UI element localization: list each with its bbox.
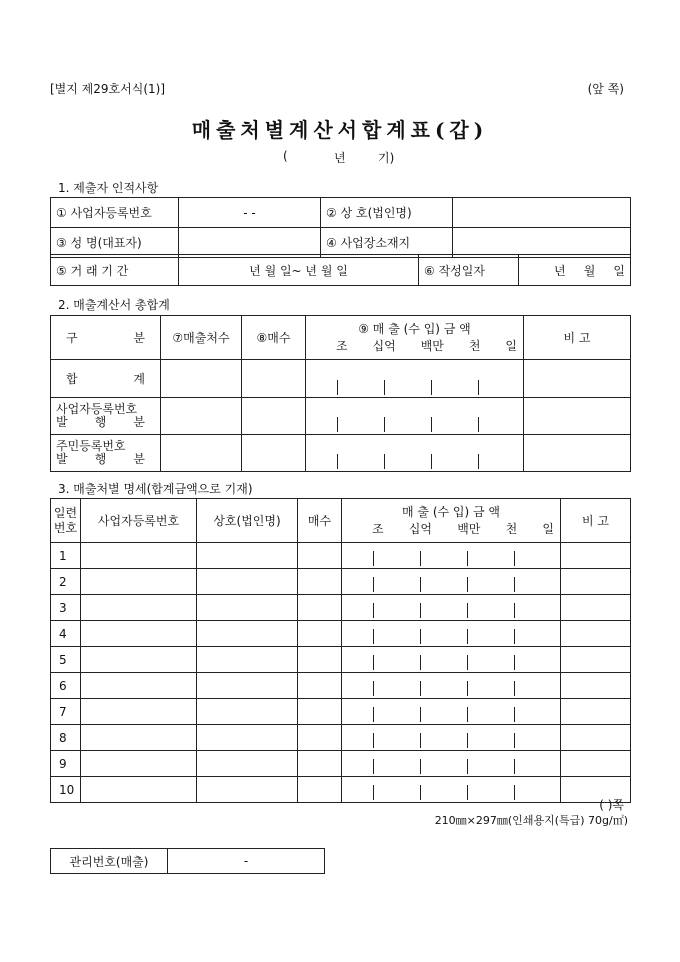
- unit-label: 백만: [420, 339, 444, 353]
- digit-separator: [384, 417, 385, 432]
- amount-header-label: 매 출 (수 입) 금 액: [402, 505, 500, 519]
- digit-separator: [431, 454, 432, 469]
- serial-cell: 9: [51, 751, 81, 777]
- issued-2: 행: [94, 452, 107, 466]
- digit-separator: [420, 603, 421, 618]
- biz-no-cell[interactable]: [81, 647, 197, 673]
- serial-cell: 2: [51, 569, 81, 595]
- digit-separator: [420, 733, 421, 748]
- client-count-cell[interactable]: [161, 435, 242, 472]
- digit-separator: [420, 655, 421, 670]
- form-number: [별지 제29호서식(1)]: [50, 82, 165, 96]
- note-cell[interactable]: [561, 647, 631, 673]
- biz-no-cell[interactable]: [81, 751, 197, 777]
- period-field[interactable]: 년 월 일~ 년 월 일: [179, 255, 419, 286]
- company-cell[interactable]: [197, 699, 298, 725]
- sheets-cell[interactable]: [298, 725, 342, 751]
- company-cell[interactable]: [197, 725, 298, 751]
- digit-separator: [337, 380, 338, 395]
- name-field[interactable]: [179, 228, 321, 258]
- total-table: [50, 315, 631, 472]
- resident-issued-label: 주민등록번호: [56, 439, 126, 453]
- table-row: [51, 673, 631, 699]
- total-label-2: 계: [133, 372, 145, 386]
- sheets-cell[interactable]: [242, 360, 306, 398]
- amount-cell[interactable]: [306, 398, 524, 435]
- company-cell[interactable]: [197, 543, 298, 569]
- section1-heading: 1. 제출자 인적사항: [58, 181, 159, 195]
- biz-no-cell[interactable]: [81, 777, 197, 803]
- amount-cell[interactable]: [342, 777, 561, 803]
- digit-separator: [514, 577, 515, 592]
- sheets-cell[interactable]: [298, 621, 342, 647]
- sheets-cell[interactable]: [298, 647, 342, 673]
- amount-cell[interactable]: [342, 543, 561, 569]
- unit-label: 일: [505, 339, 517, 353]
- amount-cell[interactable]: [342, 621, 561, 647]
- note-cell[interactable]: [561, 595, 631, 621]
- note-cell[interactable]: [561, 543, 631, 569]
- digit-separator: [514, 759, 515, 774]
- digit-separator: [467, 655, 468, 670]
- issued-3: 분: [133, 415, 145, 429]
- sheets-header: ⑧매수: [242, 316, 306, 360]
- digit-separator: [373, 603, 374, 618]
- amount-cell[interactable]: [342, 647, 561, 673]
- digit-separator: [373, 681, 374, 696]
- issued-3: 분: [133, 452, 145, 466]
- table-row: [51, 543, 631, 569]
- company-cell[interactable]: [197, 569, 298, 595]
- digit-separator: [420, 759, 421, 774]
- digit-separator: [514, 707, 515, 722]
- company-cell[interactable]: [197, 751, 298, 777]
- section3-heading: 3. 매출처별 명세(합계금액으로 기재): [58, 482, 253, 496]
- note-cell[interactable]: [524, 398, 631, 435]
- submitter-table: [50, 197, 631, 258]
- amount-cell[interactable]: [306, 435, 524, 472]
- digit-separator: [467, 785, 468, 800]
- digit-separator: [420, 629, 421, 644]
- digit-separator: [373, 785, 374, 800]
- period-table: [50, 254, 631, 286]
- digit-separator: [514, 629, 515, 644]
- company-header: 상호(법인명): [197, 499, 298, 543]
- note-cell[interactable]: [561, 621, 631, 647]
- management-table: [50, 848, 325, 874]
- date-year: 년: [554, 263, 566, 278]
- biz-no-cell[interactable]: [81, 569, 197, 595]
- period-label: ⑤ 거 래 기 간: [51, 255, 179, 286]
- unit-label: 조: [336, 339, 348, 353]
- amount-header: [342, 499, 561, 543]
- amount-cell[interactable]: [342, 595, 561, 621]
- digit-separator: [384, 380, 385, 395]
- digit-separator: [420, 785, 421, 800]
- section2-heading: 2. 매출계산서 총합계: [58, 298, 170, 312]
- serial-cell: 4: [51, 621, 81, 647]
- digit-separator: [373, 759, 374, 774]
- page-title: 매출처별계산서합계표(갑): [191, 118, 489, 142]
- digit-separator: [478, 454, 479, 469]
- page-count: ( )쪽: [599, 798, 624, 812]
- name-label: ③ 성 명(대표자): [51, 228, 179, 258]
- digit-separator: [514, 551, 515, 566]
- note-header: 비 고: [524, 316, 631, 360]
- digit-separator: [373, 733, 374, 748]
- biz-issued-label: 사업자등록번호: [56, 402, 138, 416]
- serial-cell: 10: [51, 777, 81, 803]
- amount-cell[interactable]: [342, 673, 561, 699]
- biz-no-cell[interactable]: [81, 621, 197, 647]
- digit-separator: [337, 417, 338, 432]
- resident-issued-row: [51, 435, 631, 472]
- biz-no-cell[interactable]: [81, 725, 197, 751]
- digit-separator: [478, 380, 479, 395]
- digit-separator: [514, 785, 515, 800]
- digit-separator: [467, 733, 468, 748]
- digit-separator: [514, 733, 515, 748]
- management-field[interactable]: -: [168, 849, 325, 874]
- serial-cell: 5: [51, 647, 81, 673]
- biz-no-cell[interactable]: [81, 699, 197, 725]
- amount-cell[interactable]: [306, 360, 524, 398]
- sheets-cell[interactable]: [298, 673, 342, 699]
- biz-issued-row: [51, 398, 631, 435]
- note-cell[interactable]: [561, 725, 631, 751]
- amount-cell[interactable]: [342, 569, 561, 595]
- client-count-cell[interactable]: [161, 398, 242, 435]
- amount-header: [306, 316, 524, 360]
- table-row: [51, 699, 631, 725]
- biz-no-cell[interactable]: [81, 673, 197, 699]
- date-month: 월: [583, 263, 596, 278]
- amount-header-label: ⑨ 매 출 (수 입) 금 액: [358, 322, 471, 336]
- serial-cell: 3: [51, 595, 81, 621]
- date-label: ⑥ 작성일자: [419, 255, 519, 286]
- digit-separator: [431, 380, 432, 395]
- period-year: 년: [334, 151, 346, 165]
- digit-separator: [420, 577, 421, 592]
- serial-cell: 8: [51, 725, 81, 751]
- sheets-cell[interactable]: [242, 398, 306, 435]
- digit-separator: [478, 417, 479, 432]
- company-cell[interactable]: [197, 595, 298, 621]
- note-cell[interactable]: [561, 751, 631, 777]
- note-header: 비 고: [561, 499, 631, 543]
- digit-separator: [467, 603, 468, 618]
- address-field[interactable]: [453, 228, 631, 258]
- digit-separator: [337, 454, 338, 469]
- unit-label: 백만: [457, 522, 481, 536]
- sheets-cell[interactable]: [242, 435, 306, 472]
- digit-separator: [373, 655, 374, 670]
- issued-2: 행: [94, 415, 107, 429]
- digit-separator: [420, 551, 421, 566]
- digit-separator: [420, 707, 421, 722]
- paper-spec: 210㎜×297㎜(인쇄용지(특급) 70g/㎡): [434, 814, 628, 827]
- digit-separator: [373, 551, 374, 566]
- company-cell[interactable]: [197, 621, 298, 647]
- table-row: [51, 725, 631, 751]
- sheets-cell[interactable]: [298, 777, 342, 803]
- digit-separator: [467, 707, 468, 722]
- digit-separator: [467, 577, 468, 592]
- unit-label: 십억: [408, 522, 432, 536]
- table-row: [51, 751, 631, 777]
- biz-no-cell[interactable]: [81, 595, 197, 621]
- serial-cell: 6: [51, 673, 81, 699]
- company-cell[interactable]: [197, 777, 298, 803]
- digit-separator: [373, 577, 374, 592]
- unit-label: 조: [372, 522, 384, 536]
- digit-separator: [467, 629, 468, 644]
- serial-cell: 1: [51, 543, 81, 569]
- digit-separator: [467, 551, 468, 566]
- biz-no-cell[interactable]: [81, 543, 197, 569]
- amount-cell[interactable]: [342, 725, 561, 751]
- amount-cell[interactable]: [342, 699, 561, 725]
- sheets-header: 매수: [298, 499, 342, 543]
- sheets-cell[interactable]: [298, 543, 342, 569]
- category-header-2: 분: [133, 331, 145, 345]
- serial-header: 일련 번호: [51, 499, 81, 543]
- biz-no-header: 사업자등록번호: [81, 499, 197, 543]
- amount-cell[interactable]: [342, 751, 561, 777]
- issued-1: 발: [56, 452, 68, 466]
- date-field[interactable]: [519, 255, 631, 286]
- unit-label: 천: [505, 522, 518, 536]
- digit-separator: [467, 681, 468, 696]
- table-row: [51, 621, 631, 647]
- sheets-cell[interactable]: [298, 595, 342, 621]
- sheets-cell[interactable]: [298, 699, 342, 725]
- digit-separator: [384, 454, 385, 469]
- biz-no-field[interactable]: - -: [179, 198, 321, 228]
- note-cell[interactable]: [561, 569, 631, 595]
- category-header: [51, 316, 161, 360]
- management-label: 관리번호(매출): [51, 849, 168, 874]
- digit-separator: [373, 707, 374, 722]
- period-open: (: [283, 149, 288, 163]
- unit-label: 천: [468, 339, 481, 353]
- company-field[interactable]: [453, 198, 631, 228]
- digit-separator: [514, 681, 515, 696]
- table-row: [51, 569, 631, 595]
- category-header-1: 구: [66, 331, 78, 345]
- sheets-cell[interactable]: [298, 751, 342, 777]
- digit-separator: [420, 681, 421, 696]
- period-term: 기): [378, 151, 395, 165]
- client-count-header: ⑦매출처수: [161, 316, 242, 360]
- note-cell[interactable]: [561, 673, 631, 699]
- sheets-cell[interactable]: [298, 569, 342, 595]
- address-label: ④ 사업장소재지: [321, 228, 453, 258]
- table-row: [51, 595, 631, 621]
- digit-separator: [431, 417, 432, 432]
- unit-label: 일: [542, 522, 554, 536]
- page-side: (앞 쪽): [587, 82, 624, 96]
- client-count-cell[interactable]: [161, 360, 242, 398]
- biz-no-label: ① 사업자등록번호: [51, 198, 179, 228]
- digit-separator: [514, 655, 515, 670]
- unit-label: 십억: [372, 339, 396, 353]
- note-cell[interactable]: [524, 360, 631, 398]
- note-cell[interactable]: [524, 435, 631, 472]
- serial-cell: 7: [51, 699, 81, 725]
- digit-separator: [467, 759, 468, 774]
- digit-separator: [373, 629, 374, 644]
- table-row: [51, 777, 631, 803]
- note-cell[interactable]: [561, 699, 631, 725]
- company-cell[interactable]: [197, 673, 298, 699]
- company-label: ② 상 호(법인명): [321, 198, 453, 228]
- issued-1: 발: [56, 415, 68, 429]
- date-day: 일: [613, 263, 625, 278]
- detail-table: [50, 498, 631, 803]
- total-row: [51, 360, 631, 398]
- total-label-1: 합: [66, 372, 78, 386]
- digit-separator: [514, 603, 515, 618]
- table-row: [51, 647, 631, 673]
- company-cell[interactable]: [197, 647, 298, 673]
